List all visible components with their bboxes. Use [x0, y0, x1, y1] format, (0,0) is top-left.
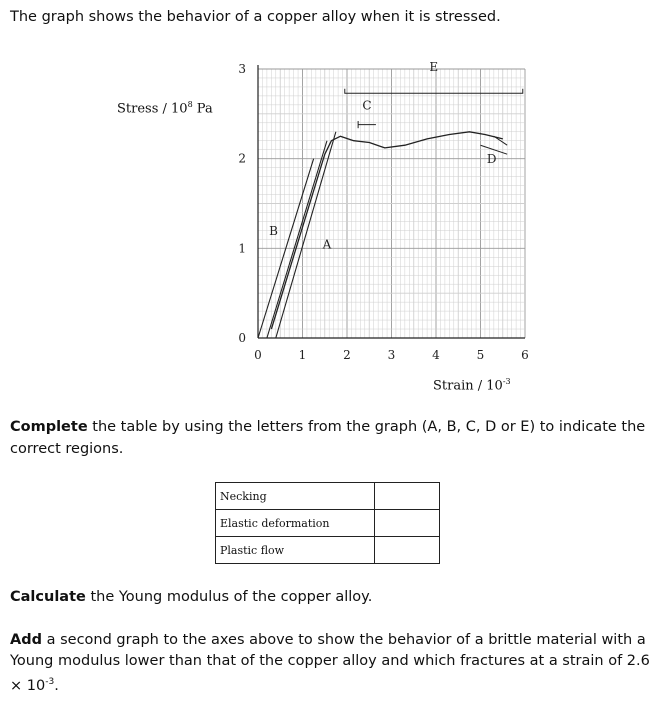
answer-cell[interactable] [375, 483, 440, 510]
table-row [216, 537, 440, 564]
table-row [216, 510, 440, 537]
region-label: A [322, 237, 332, 252]
row-label: Elastic deformation [216, 510, 375, 537]
x-tick-label: 5 [476, 348, 485, 362]
x-tick-label: 0 [254, 348, 262, 362]
question-add-graph: Add a second graph to the axes above to show the behavior of a brittle material with a Young modulus lower than that of the copper alloy and which fractures at a strain of $2.6 \times 10^{-3}$. [10, 632, 650, 694]
y-tick-label: 2 [238, 151, 246, 166]
y-tick-label: 3 [238, 62, 246, 76]
table-row [216, 483, 440, 510]
y-tick-label: 0 [238, 331, 246, 345]
row-label: Plastic flow [216, 537, 375, 564]
region-label: B [269, 223, 278, 238]
x-axis-label: Strain / $10^{-3}$ [433, 377, 511, 394]
x-tick-label: 3 [387, 348, 396, 362]
answer-cell[interactable] [375, 510, 440, 537]
y-axis-label: Stress / $10^8$ Pa [117, 100, 213, 117]
region-label: C [362, 98, 372, 113]
intro-text: The graph shows the behavior of a copper alloy when it is stressed. [10, 9, 501, 25]
row-label: Necking [216, 483, 375, 510]
region-label: D [486, 152, 497, 167]
question-calculate: Calculate the Young modulus of the copper alloy. [10, 589, 373, 605]
answer-cell[interactable] [375, 537, 440, 564]
stress-strain-figure [0, 55, 668, 400]
answer-table [215, 482, 440, 564]
x-tick-label: 1 [298, 348, 307, 362]
x-tick-label: 6 [521, 348, 529, 362]
question-complete-table: Complete the table by using the letters from the graph (A, B, C, D or E) to indicate the correct regions. [10, 419, 646, 457]
region-label: E [429, 59, 439, 74]
y-tick-label: 1 [238, 241, 246, 256]
x-tick-label: 4 [432, 348, 440, 362]
x-tick-label: 2 [343, 348, 351, 362]
stress-strain-chart [0, 55, 668, 400]
region-bracket-e [345, 89, 523, 93]
